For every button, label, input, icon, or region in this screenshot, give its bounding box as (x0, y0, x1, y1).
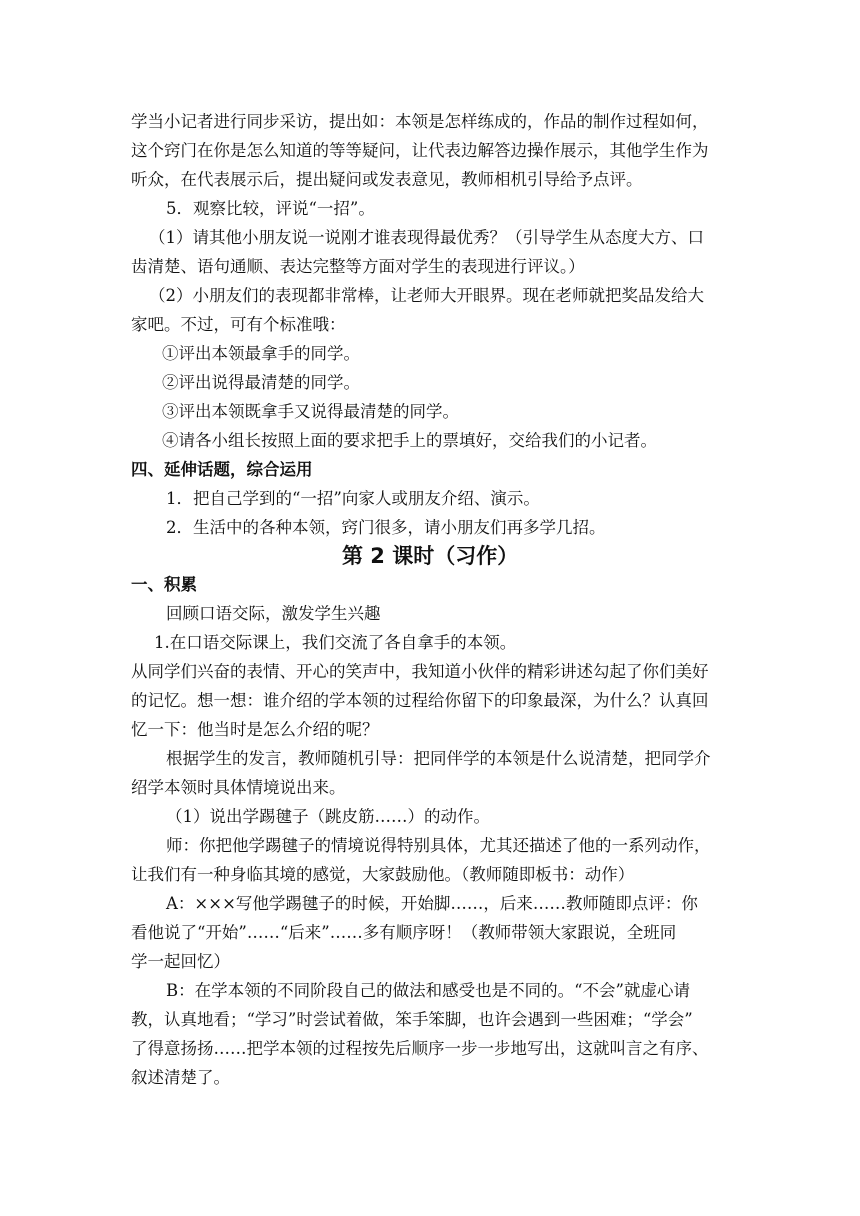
list-item: ②评出说得最清楚的同学。 (162, 373, 360, 392)
paragraph-line: 听众，在代表展示后，提出疑问或发表意见，教师相机引导给予点评。 (131, 170, 643, 189)
paragraph-line: A：×××写他学踢毽子的时候，开始脚……，后来……教师随即点评：你 (166, 894, 698, 913)
list-item: ③评出本领既拿手又说得最清楚的同学。 (162, 402, 459, 421)
paragraph-line: 根据学生的发言，教师随机引导：把同伴学的本领是什么说清楚，把同学介 (166, 749, 711, 768)
lesson-title: 第 2 课时（习作） (342, 544, 519, 568)
paragraph-line: 让我们有一种身临其境的感觉，大家鼓励他。（教师随即板书：动作） (131, 865, 635, 884)
paragraph-line: 回顾口语交际，激发学生兴趣 (166, 604, 381, 623)
paragraph-line: B：在学本领的不同阶段自己的做法和感受也是不同的。“不会”就虚心请 (166, 981, 690, 1000)
paragraph-line: 叙述清楚了。 (131, 1068, 230, 1087)
paragraph-line: 学一起回忆） (131, 952, 230, 971)
paragraph-line: 忆一下：他当时是怎么介绍的呢？ (131, 720, 379, 739)
paragraph-line: （2）小朋友们的表现都非常棒，让老师大开眼界。现在老师就把奖品发给大 (149, 286, 704, 305)
section-heading: 一、积累 (131, 575, 197, 594)
paragraph-line: 师：你把他学踢毽子的情境说得特别具体，尤其还描述了他的一系列动作， (166, 836, 711, 855)
paragraph-line: 这个窍门在你是怎么知道的等等疑问，让代表边解答边操作展示，其他学生作为 (131, 141, 709, 160)
list-item: 1.在口语交际课上，我们交流了各自拿手的本领。 (154, 633, 517, 652)
section-heading: 四、延伸话题，综合运用 (131, 460, 313, 479)
paragraph-line: 看他说了“开始”……“后来”……多有顺序呀！（教师带领大家跟说，全班同 (131, 923, 677, 942)
paragraph-line: 教，认真地看；“学习”时尝试着做，笨手笨脚，也许会遇到一些困难；“学会” (131, 1010, 693, 1029)
paragraph-line: 家吧。不过，可有个标准哦： (131, 315, 346, 334)
list-item: 1．把自己学到的“一招”向家人或朋友介绍、演示。 (166, 489, 540, 508)
paragraph-line: 从同学们兴奋的表情、开心的笑声中，我知道小伙伴的精彩讲述勾起了你们美好 (131, 662, 709, 681)
paragraph-line: （1）请其他小朋友说一说刚才谁表现得最优秀？（引导学生从态度大方、口 (149, 228, 704, 247)
paragraph-line: 学当小记者进行同步采访，提出如：本领是怎样练成的，作品的制作过程如何， (131, 112, 709, 131)
paragraph-line: 的记忆。想一想：谁介绍的学本领的过程给你留下的印象最深，为什么？认真回 (131, 691, 709, 710)
paragraph-line: 绍学本领时具体情境说出来。 (131, 778, 346, 797)
list-item: 2．生活中的各种本领，窍门很多，请小朋友们再多学几招。 (166, 518, 606, 537)
list-item: ①评出本领最拿手的同学。 (162, 344, 360, 363)
paragraph-line: （1）说出学踢毽子（跳皮筋……）的动作。 (166, 807, 490, 826)
list-item: ④请各小组长按照上面的要求把手上的票填好，交给我们的小记者。 (162, 431, 657, 450)
paragraph-line: 齿清楚、语句通顺、表达完整等方面对学生的表现进行评议。） (131, 257, 585, 276)
paragraph-line: 了得意扬扬……把学本领的过程按先后顺序一步一步地写出，这就叫言之有序、 (131, 1039, 709, 1058)
list-item: 5．观察比较，评说“一招”。 (166, 199, 375, 218)
